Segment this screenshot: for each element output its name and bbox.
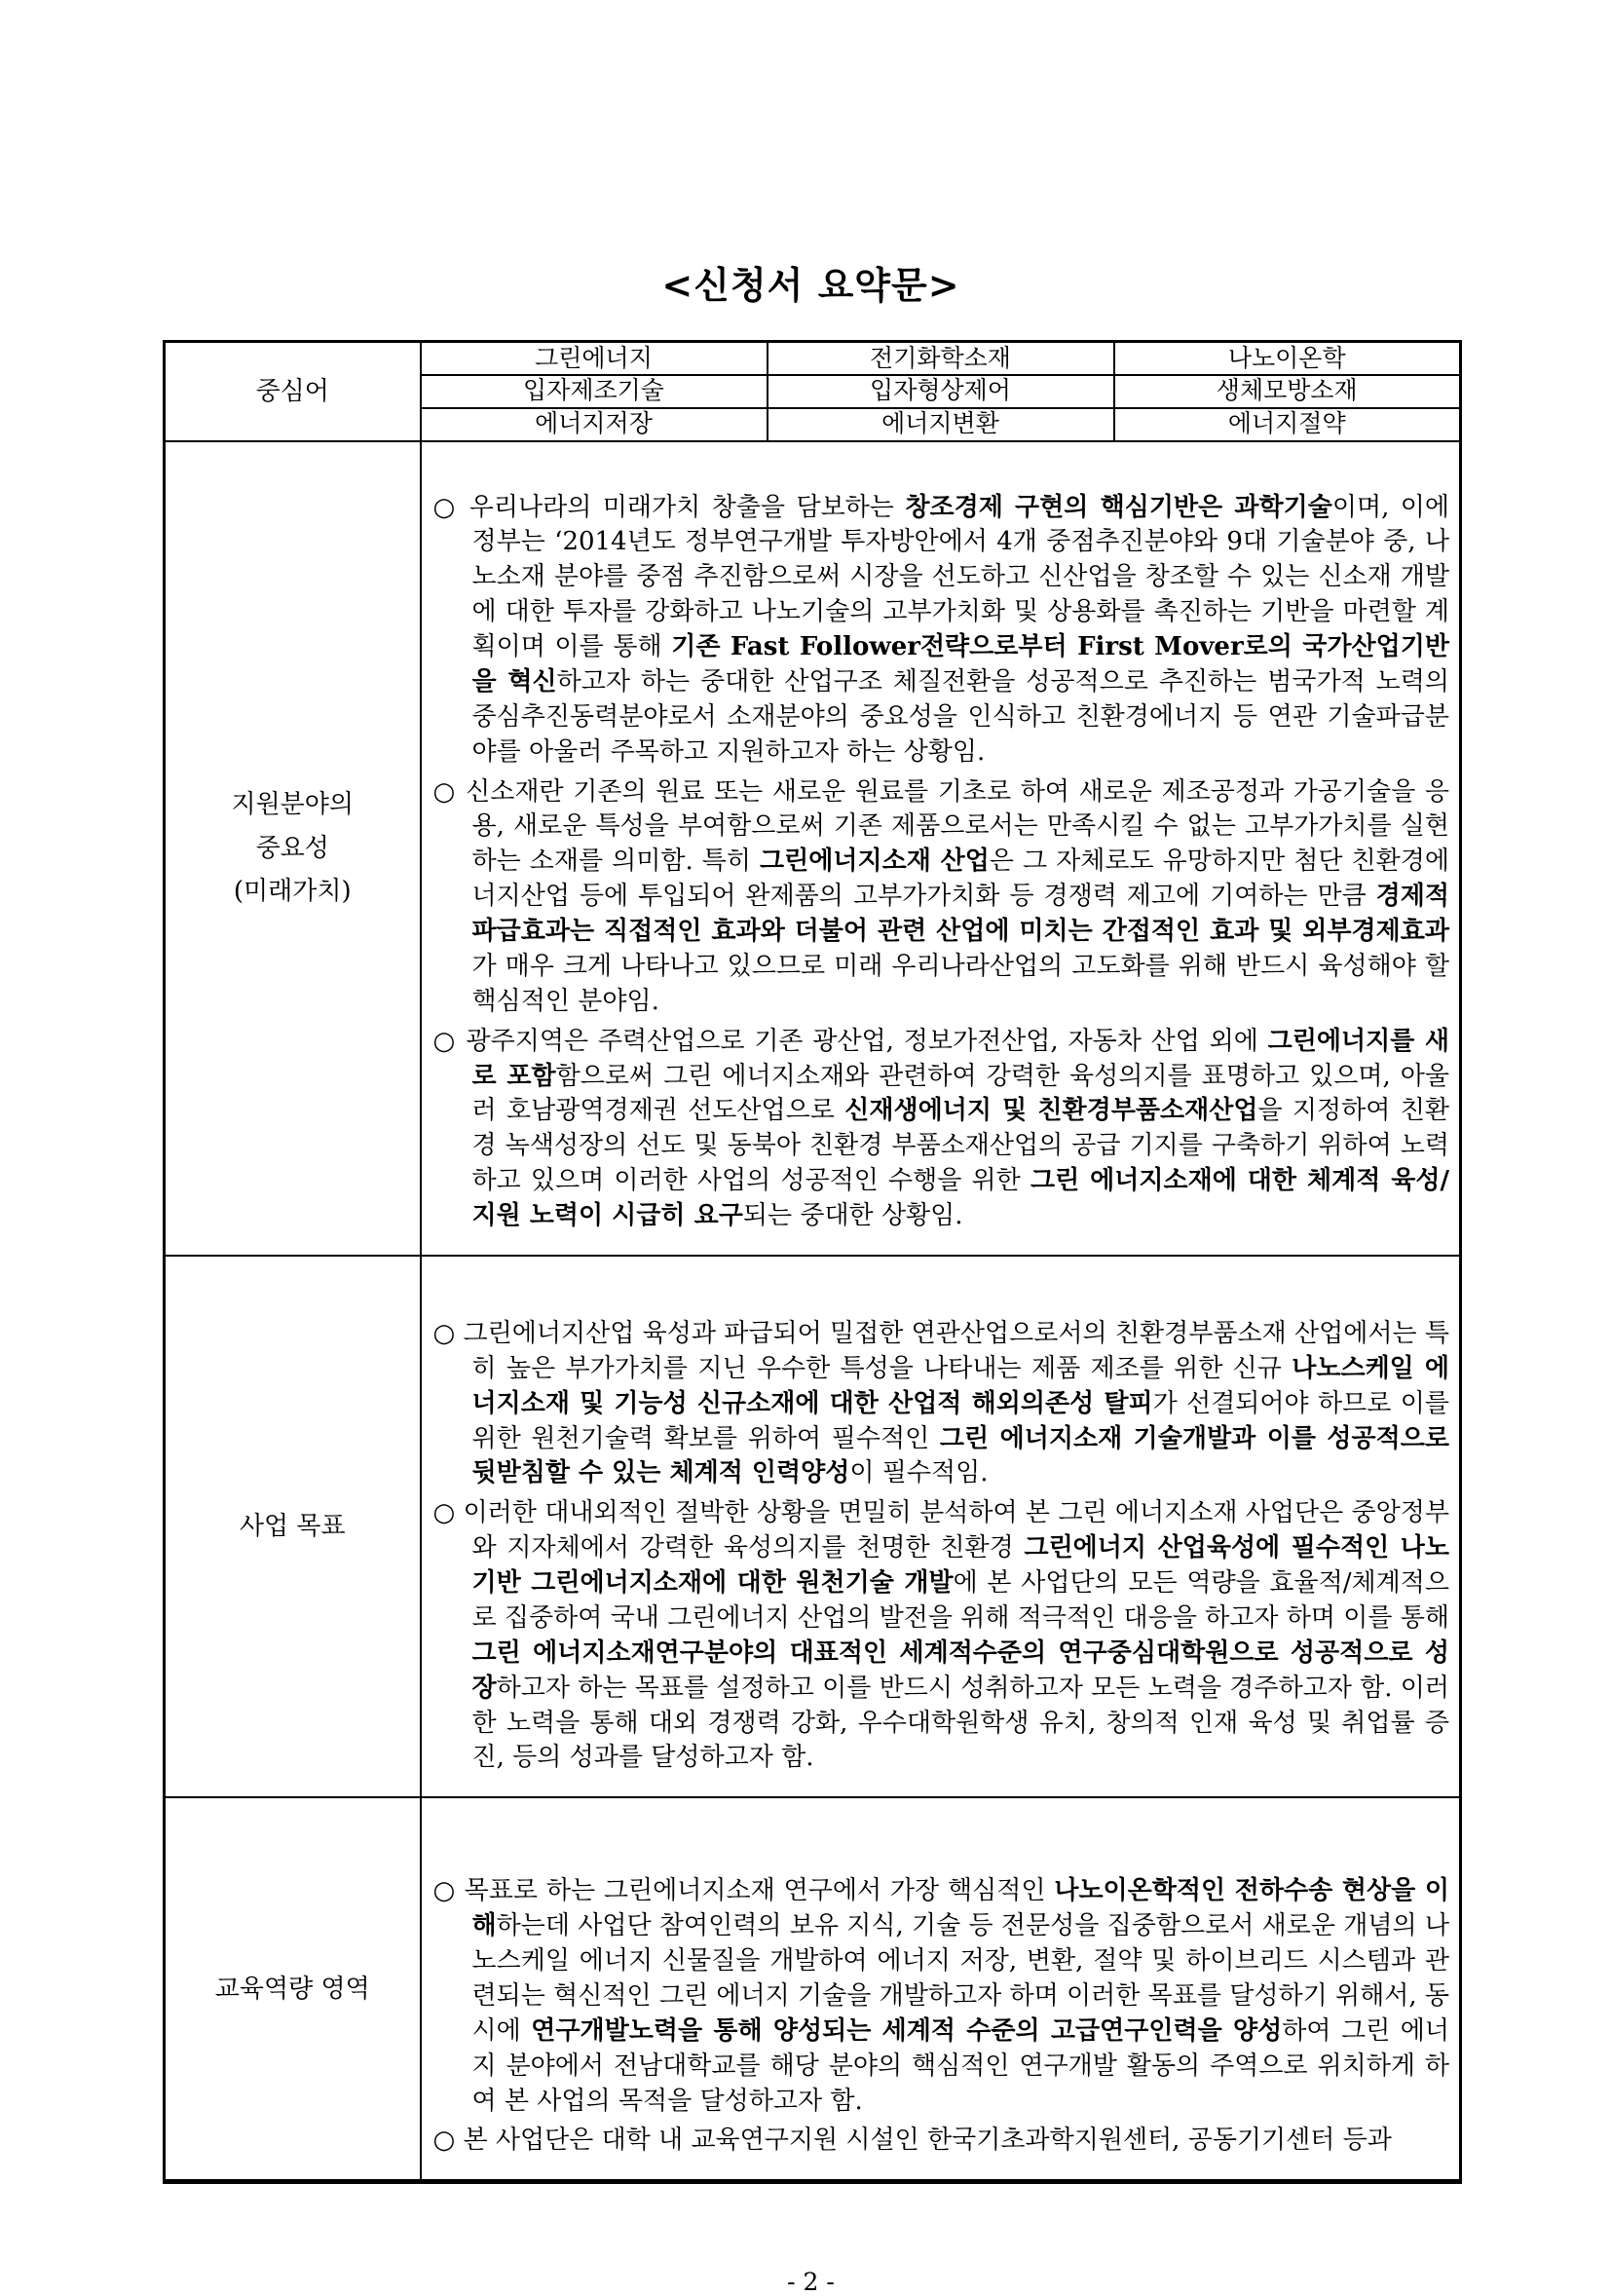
- section-row-education: [165, 1797, 1461, 2182]
- circle-bullet-icon: ○: [432, 492, 469, 522]
- body-text: 신소재란 기존의 원료 또는 새로운 원료를 기초로 하여 새로운 제조공정과 가공기술을 응용, 새로운 특성을 부여함으로써 기존 제품으로서는 만족시킬 수 없는 고부가가치를 실현하는 소재를 의미함. 특히: [466, 776, 1449, 877]
- section-row-importance: [165, 441, 1461, 1256]
- section-label-education: 교육역량 영역: [165, 1797, 421, 2182]
- emphasized-text: 그린 에너지소재 기술개발과 이를 성공적으로 뒷받침할 수 있는 체계적 인력양성: [471, 1423, 1449, 1488]
- emphasized-text: 창조경제 구현의 핵심기반은 과학기술: [905, 492, 1332, 522]
- emphasized-text: 나노스케일 에너지소재 및 기능성 신규소재에 대한 산업적 해외의존성 탈피: [471, 1353, 1450, 1418]
- emphasized-text: 나노이온학적인 전하수송 현상을 이해: [471, 1876, 1449, 1941]
- body-text: 에 본 사업단의 모든 역량을 효율적/체계적으로 집중하여 국내 그린에너지 산업의 발전을 위해 적극적인 대응을 하고자 하며 이를 통해: [471, 1568, 1450, 1633]
- circle-bullet-icon: ○: [432, 2126, 464, 2156]
- circle-bullet-icon: ○: [432, 1498, 464, 1528]
- keyword-cell: 에너지저장: [421, 408, 768, 441]
- section-label-goal: 사업 목표: [165, 1256, 421, 1797]
- keyword-cell: 입자형상제어: [768, 375, 1114, 408]
- circle-bullet-icon: ○: [432, 1026, 467, 1056]
- body-text: 가 매우 크게 나타나고 있으므로 미래 우리나라산업의 고도화를 위해 반드시 육성해야 할 핵심적인 분야임.: [471, 951, 1449, 1016]
- circle-bullet-icon: ○: [432, 1876, 465, 1906]
- keyword-cell: 그린에너지: [421, 342, 768, 375]
- body-text: 을 지정하여 친환경 녹색성장의 선도 및 동북아 친환경 부품소재산업의 공급 기지를 구축하기 위하여 노력하고 있으며 이러한 사업의 성공적인 수행을 위한: [471, 1096, 1449, 1196]
- body-text: 그린에너지산업 육성과 파급되어 밀접한 연관산업으로서의 친환경부품소재 산업에서는 특히 높은 부가가치를 지닌 우수한 특성을 나타내는 제품 제조를 위한 신규: [463, 1318, 1449, 1383]
- body-text: 함으로써 그린 에너지소재와 관련하여 강력한 육성의지를 표명하고 있으며, 아울러 호남광역경제권 선도산업으로: [471, 1061, 1449, 1126]
- body-text: 은 그 자체로도 유망하지만 첨단 친환경에너지산업 등에 투입되어 완제품의 고부가가치화 등 경쟁력 제고에 기여하는 만큼: [471, 847, 1449, 912]
- emphasized-text: 그린에너지를 새로 포함: [471, 1026, 1449, 1091]
- section-content-goal: [421, 1256, 1461, 1797]
- circle-bullet-icon: ○: [432, 776, 467, 807]
- bullet-paragraph: [433, 1025, 1450, 1234]
- keyword-cell: 전기화학소재: [768, 342, 1114, 375]
- body-text: 하고자 하는 목표를 설정하고 이를 반드시 성취하고자 모든 노력을 경주하고자 함. 이러한 노력을 통해 대외 경쟁력 강화, 우수대학원학생 유치, 창의적 인재 육성 및 취업률 증진, 등의 성과를 달성하고자 함.: [471, 1673, 1449, 1773]
- bullet-paragraph: [433, 2124, 1450, 2159]
- section-content-importance: [421, 441, 1461, 1256]
- body-text: 이며, 이에 정부는 ‘2014년도 정부연구개발 투자방안에서 4개 중점추진분야와 9대 기술분야 중, 나노소재 분야를 중점 추진함으로써 시장을 선도하고 신산업을 창조할 수 있는 신소재 개발에 대한 투자를 강화하고 나노기술의 고부가치화 및 상용화를 촉진하는 기반을 마련할 계획이며 이를 통해: [471, 492, 1449, 661]
- emphasized-text: 그린 에너지소재에 대한 체계적 육성/지원 노력이 시급히 요구: [471, 1166, 1449, 1230]
- section-label-importance: 지원분야의 중요성 (미래가치): [165, 441, 421, 1256]
- keyword-cell: 에너지변환: [768, 408, 1114, 441]
- keyword-cell: 나노이온학: [1114, 342, 1461, 375]
- emphasized-text: 그린 에너지소재연구분야의 대표적인 세계적수준의 연구중심대학원으로 성공적으로 성장: [471, 1637, 1449, 1703]
- keyword-row-1: [165, 342, 1461, 375]
- page-title: <신청서 요약문>: [661, 263, 960, 307]
- page-number: - 2 -: [787, 2268, 835, 2296]
- emphasized-text: 그린에너지 산업육성에 필수적인 나노기반 그린에너지소재에 대한 원천기술 개발: [471, 1533, 1449, 1598]
- section-content-education: [421, 1797, 1461, 2182]
- bullet-paragraph: [433, 491, 1450, 771]
- keyword-cell: 생체모방소재: [1114, 375, 1461, 408]
- keyword-cell: 에너지절약: [1114, 408, 1461, 441]
- body-text: 이 필수적임.: [849, 1458, 989, 1488]
- body-text: 가 선결되어야 하므로 이를 위한 원천기술력 확보를 위하여 필수적인: [471, 1388, 1449, 1453]
- bullet-paragraph: [433, 1874, 1450, 2119]
- body-text: 하여 그린 에너지 분야에서 전남대학교를 해당 분야의 핵심적인 연구개발 활동의 주역으로 위치하게 하여 본 사업의 목적을 달성하고자 함.: [471, 2015, 1449, 2116]
- bullet-paragraph: [433, 1317, 1450, 1491]
- emphasized-text: 연구개발노력을 통해 양성되는 세계적 수준의 고급연구인력을 양성: [531, 2015, 1283, 2046]
- body-text: 이러한 대내외적인 절박한 상황을 면밀히 분석하여 본 그린 에너지소재 사업단은 중앙정부와 지자체에서 강력한 육성의지를 천명한 친환경: [463, 1498, 1449, 1563]
- emphasized-text: 그린에너지소재 산업: [760, 847, 990, 877]
- body-text: 목표로 하는 그린에너지소재 연구에서 가장 핵심적인: [464, 1876, 1055, 1906]
- bullet-paragraph: [433, 775, 1450, 1020]
- body-text: 하는데 사업단 참여인력의 보유 지식, 기술 등 전문성을 집중함으로서 새로운 개념의 나노스케일 에너지 신물질을 개발하여 에너지 저장, 변환, 절약 및 하이브리드 시스템과 관련되는 혁신적인 그린 에너지 기술을 개발하고자 하며 이러한 목표를 달성하기 위해서, 동시에: [471, 1911, 1449, 2046]
- summary-table: [163, 340, 1462, 2184]
- emphasized-text: 경제적 파급효과는 직접적인 효과와 더불어 관련 산업에 미치는 간접적인 효과 및 외부경제효과: [471, 882, 1449, 946]
- emphasized-text: 기존 Fast Follower전략으로부터 First Mover로의 국가산업기반을 혁신: [471, 632, 1449, 696]
- body-text: 우리나라의 미래가치 창출을 담보하는: [468, 492, 906, 522]
- keyword-label-cell: 중심어: [165, 342, 421, 441]
- bullet-paragraph: [433, 1496, 1450, 1776]
- body-text: 본 사업단은 대학 내 교육연구지원 시설인 한국기초과학지원센터, 공동기기센터 등과: [463, 2126, 1392, 2156]
- section-row-goal: [165, 1256, 1461, 1797]
- body-text: 하고자 하는 중대한 산업구조 체질전환을 성공적으로 추진하는 범국가적 노력의 중심추진동력분야로서 소재분야의 중요성을 인식하고 친환경에너지 등 연관 기술파급분야를 아울러 주목하고 지원하고자 하는 상황임.: [471, 666, 1449, 767]
- body-text: 광주지역은 주력산업으로 기존 광산업, 정보가전산업, 자동차 산업 외에: [466, 1026, 1268, 1056]
- body-text: 되는 중대한 상황임.: [742, 1201, 963, 1230]
- keyword-cell: 입자제조기술: [421, 375, 768, 408]
- emphasized-text: 신재생에너지 및 친환경부품소재산업: [844, 1096, 1258, 1126]
- circle-bullet-icon: ○: [432, 1318, 464, 1348]
